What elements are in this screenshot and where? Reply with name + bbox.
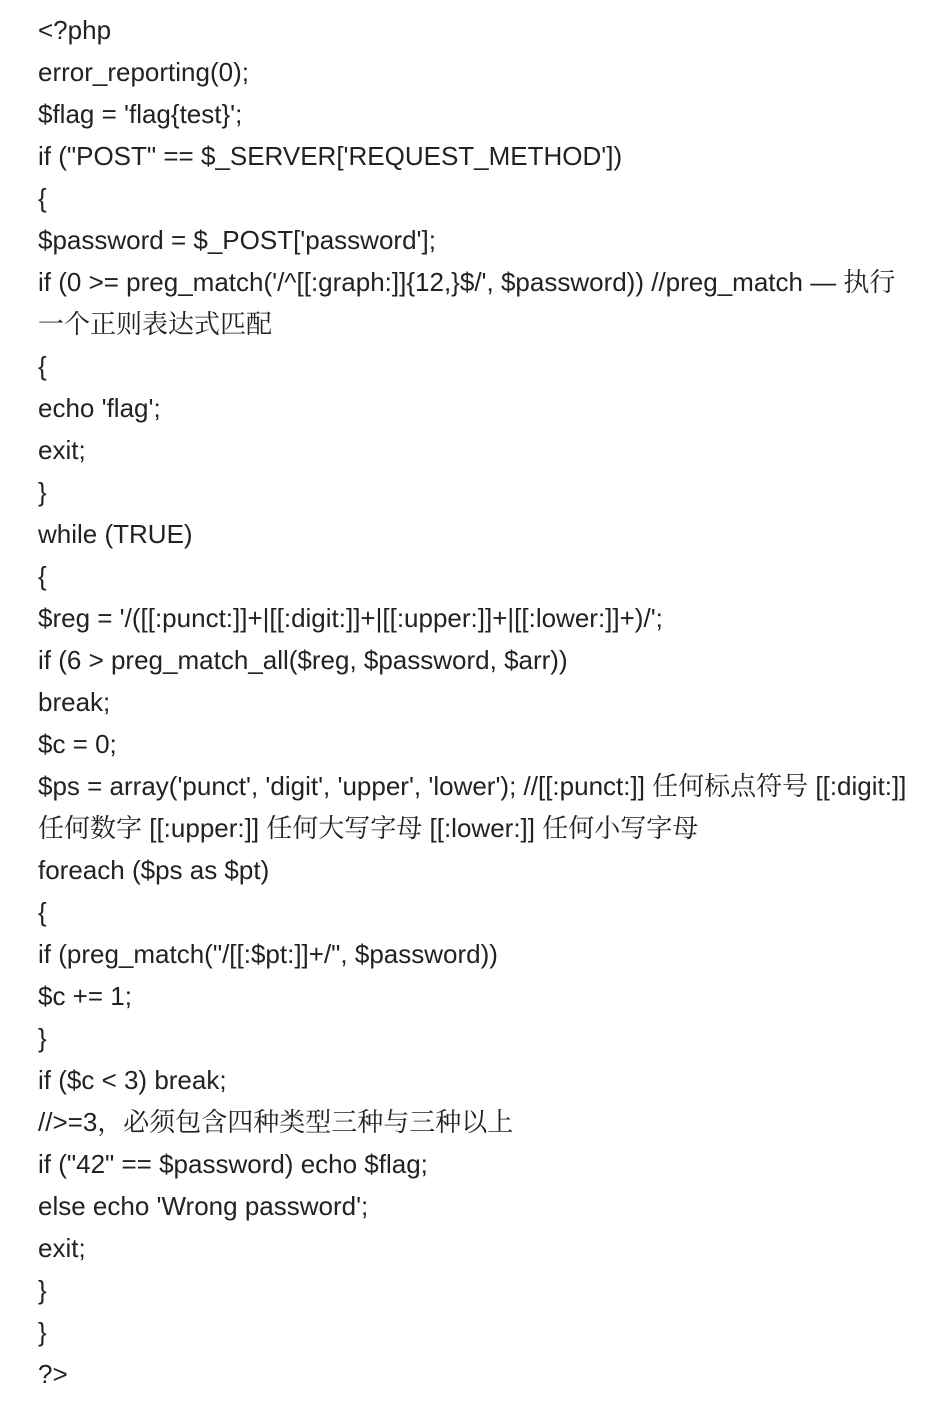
code-line: { — [38, 183, 47, 213]
code-line: $flag = 'flag{test}'; — [38, 99, 243, 129]
code-line: <?php — [38, 15, 112, 45]
code-line: if ("42" == $password) echo $flag; — [38, 1149, 428, 1179]
code-line: echo 'flag'; — [38, 393, 161, 423]
code-line: if ("POST" == $_SERVER['REQUEST_METHOD']) — [38, 141, 623, 171]
code-line: break; — [38, 687, 111, 717]
code-line: } — [38, 477, 47, 507]
code-line: $reg = '/([[:punct:]]+|[[:digit:]]+|[[:upper:]]+|[[:lower:]]+)/'; — [38, 603, 663, 633]
code-line: if (6 > preg_match_all($reg, $password, $arr)) — [38, 645, 568, 675]
code-line: } — [38, 1023, 47, 1053]
code-line: if (0 >= preg_match('/^[[:graph:]]{12,}$/', $password)) //preg_match — 执行一个正则表达式匹配 — [38, 267, 896, 339]
code-line: { — [38, 561, 47, 591]
code-line: $c += 1; — [38, 981, 132, 1011]
code-line: else echo 'Wrong password'; — [38, 1191, 369, 1221]
code-line: $ps = array('punct', 'digit', 'upper', 'lower'); //[[:punct:]] 任何标点符号 [[:digit:]] 任何数字 [[:upper:]] 任何大写字母 [[:lower:]] 任何小写字母 — [38, 771, 914, 843]
code-line: $c = 0; — [38, 729, 117, 759]
code-line: exit; — [38, 1233, 86, 1263]
code-line: //>=3，必须包含四种类型三种与三种以上 — [38, 1107, 514, 1137]
code-line: foreach ($ps as $pt) — [38, 855, 270, 885]
code-line: } — [38, 1275, 47, 1305]
code-line: error_reporting(0); — [38, 57, 249, 87]
code-line: ?> — [38, 1359, 68, 1389]
code-line: { — [38, 897, 47, 927]
code-line: $password = $_POST['password']; — [38, 225, 436, 255]
code-line: if (preg_match("/[[:$pt:]]+/", $password)) — [38, 939, 498, 969]
code-line: if ($c < 3) break; — [38, 1065, 227, 1095]
code-line: exit; — [38, 435, 86, 465]
php-code-block — [38, 9, 914, 1395]
code-line: { — [38, 351, 47, 381]
code-line: } — [38, 1317, 47, 1347]
code-line: while (TRUE) — [38, 519, 193, 549]
